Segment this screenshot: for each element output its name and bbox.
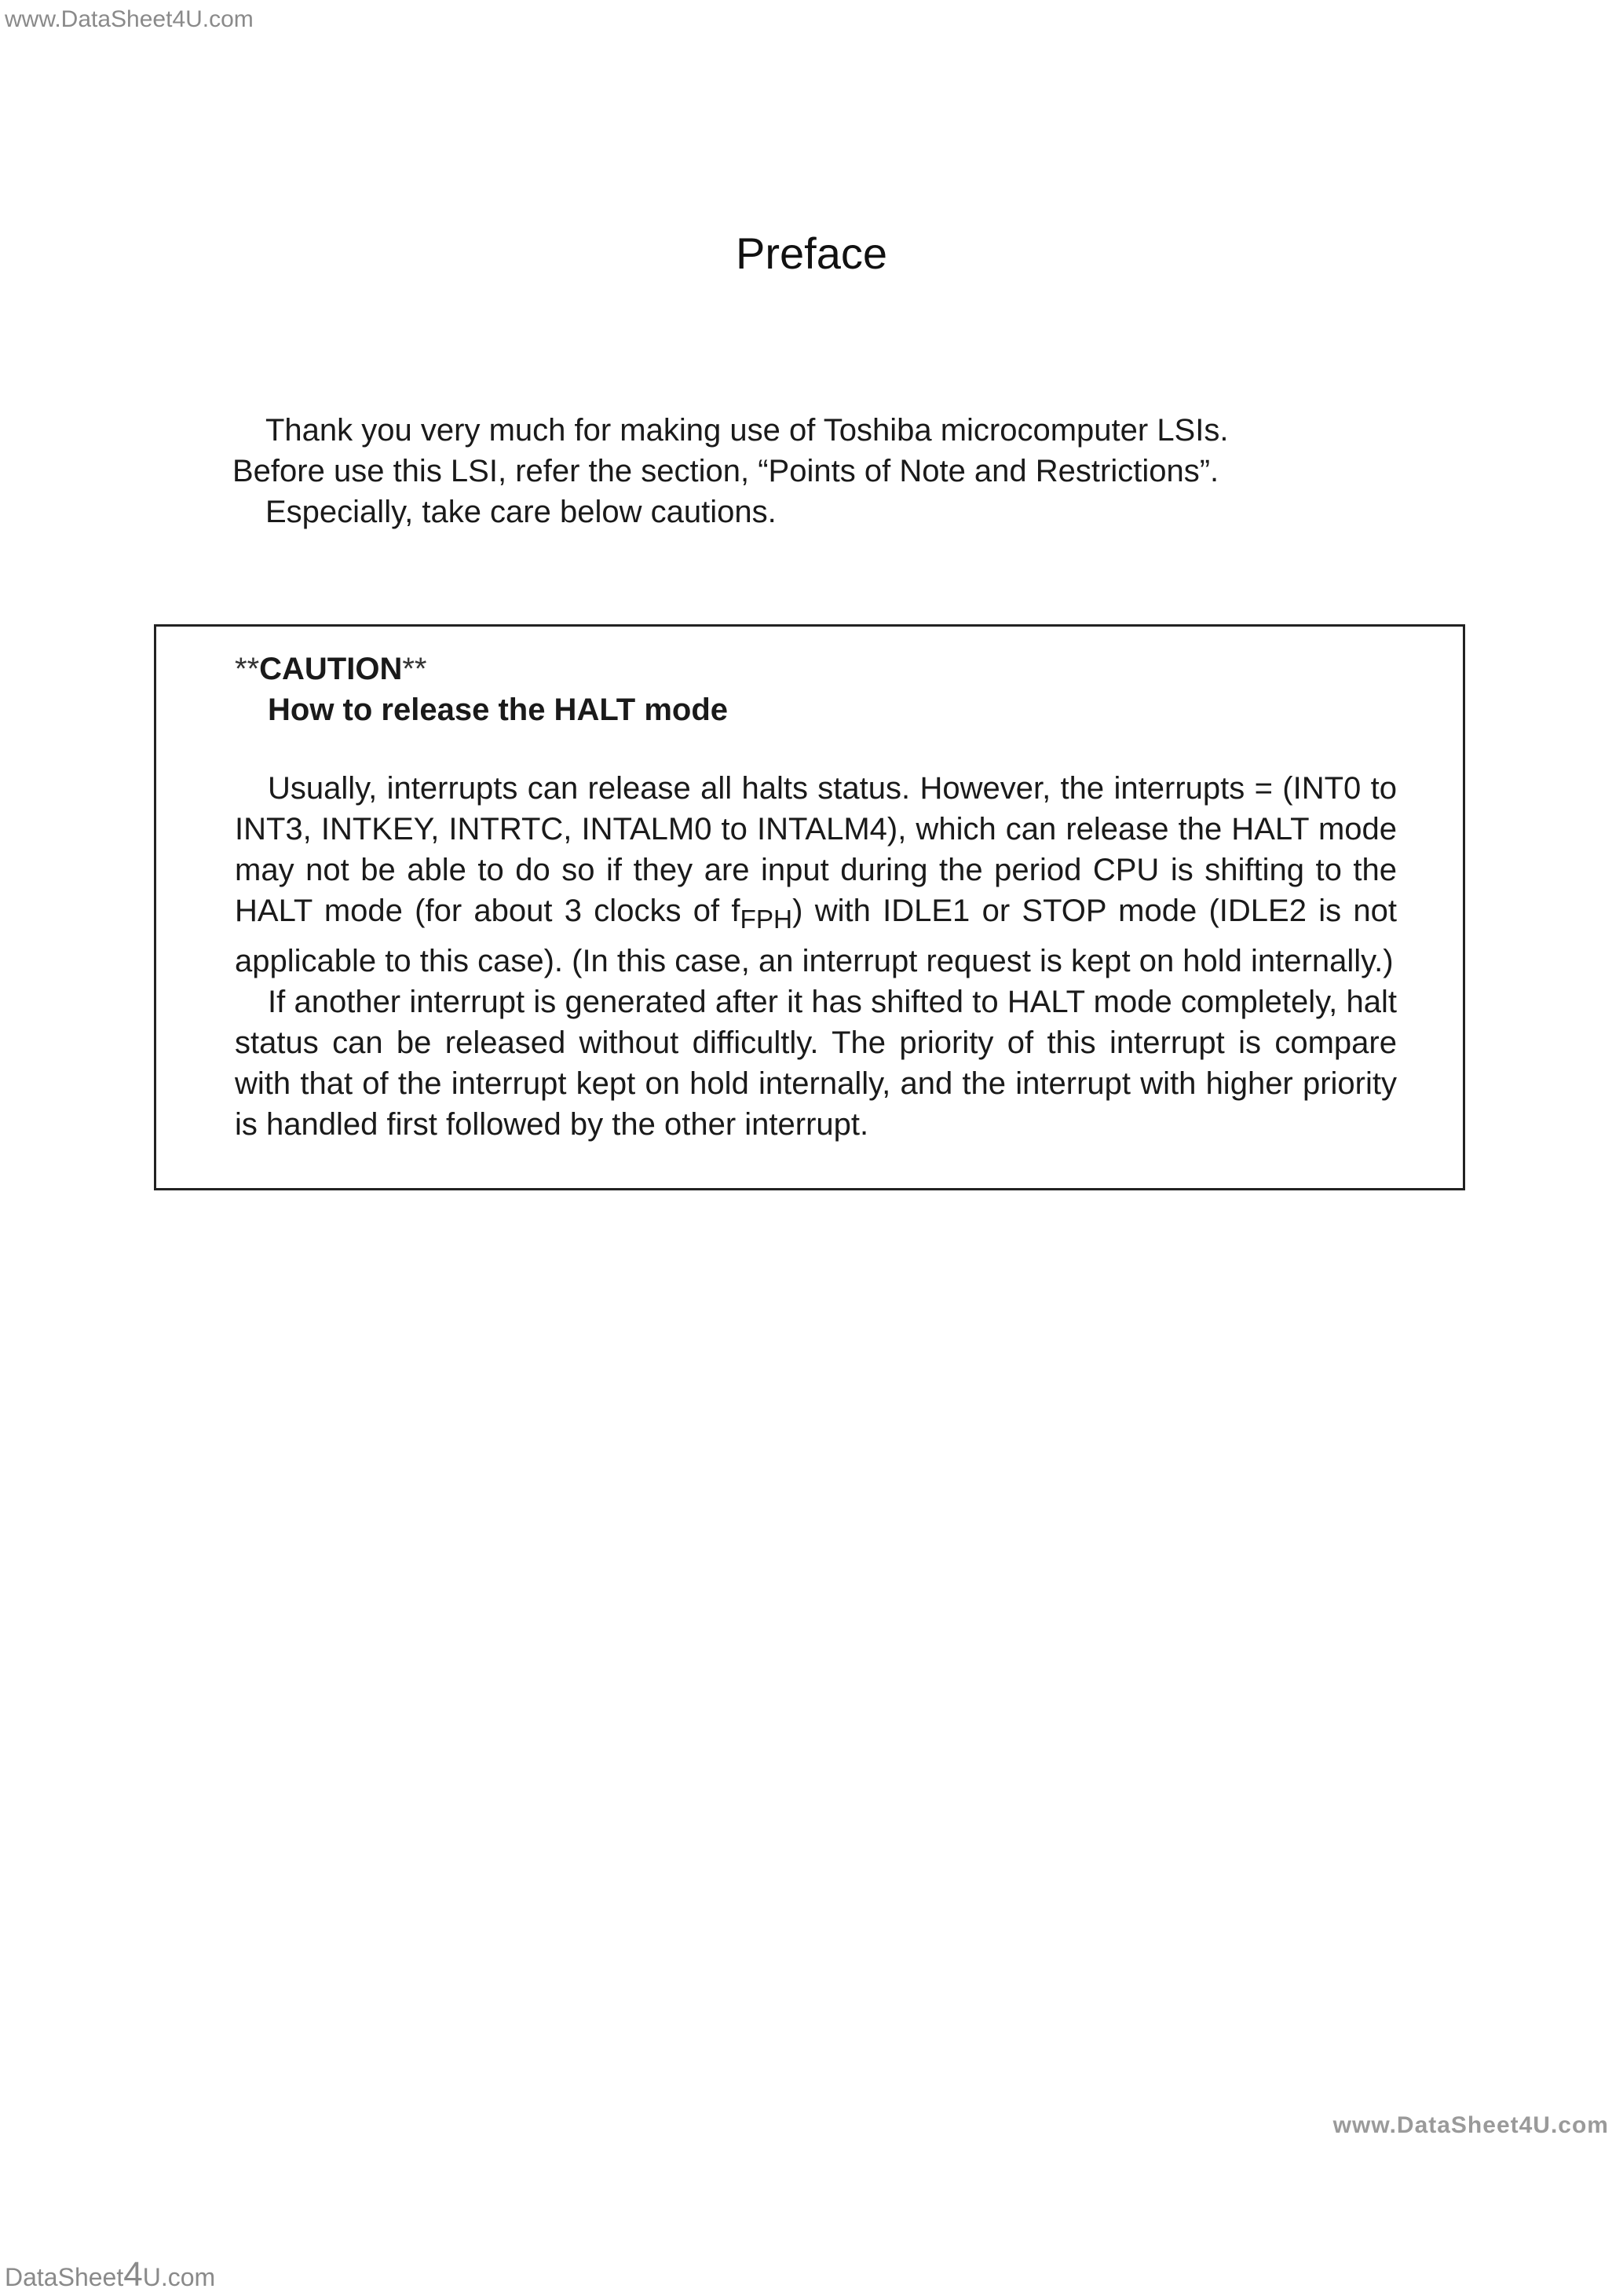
- caution-stars-left: **: [235, 652, 260, 686]
- intro-line-3: Especially, take care below cautions.: [265, 495, 777, 529]
- caution-paragraph-2: [235, 982, 1397, 1145]
- caution-paragraph-1-end: ) with IDLE1 or STOP mode (IDLE2 is not applicable to this case). (In this case, an interrupt request is kept on hold internally.): [235, 894, 1398, 978]
- intro-section: [232, 410, 1410, 532]
- caution-content: [235, 649, 1397, 1145]
- watermark-top: www.DataSheet4U.com: [5, 6, 254, 32]
- watermark-part-3: U.com: [142, 2263, 216, 2291]
- watermark-part-1: DataSheet: [5, 2263, 124, 2291]
- caution-heading: [235, 649, 1397, 689]
- caution-box: [154, 624, 1465, 1190]
- caution-stars-right: **: [402, 652, 427, 686]
- caution-paragraph-2-text: If another interrupt is generated after it has shifted to HALT mode completely, halt status can be released without difficultly. The priority of this interrupt is compare with that of the interrupt kept on hold internally, and the interrupt with higher priority is handled first followed by the other interrupt.: [235, 985, 1397, 1142]
- caution-subheading: How to release the HALT mode: [268, 693, 729, 727]
- page-title: Preface: [736, 229, 887, 278]
- watermark-bottom-left: [5, 2255, 215, 2294]
- caution-paragraph-1-start: Usually, interrupts can release all halts status. However, the interrupts = (INT0 to INT3, INTKEY, INTRTC, INTALM0 to INTALM4), which can release the HALT mode may not be able to do so if they are input during the period CPU is shifting to the HALT mode (for about 3 clocks of f: [235, 771, 1397, 928]
- intro-line-2: Before use this LSI, refer the section, “Points of Note and Restrictions”.: [232, 454, 1219, 488]
- caution-heading-word: CAUTION: [259, 652, 403, 686]
- fph-subscript: FPH: [740, 905, 793, 934]
- intro-line-1: Thank you very much for making use of Toshiba microcomputer LSIs.: [265, 413, 1229, 448]
- watermark-part-2: 4: [123, 2255, 143, 2294]
- watermark-bottom-right: www.DataSheet4U.com: [1332, 2112, 1609, 2138]
- caution-paragraph-1: [235, 768, 1397, 982]
